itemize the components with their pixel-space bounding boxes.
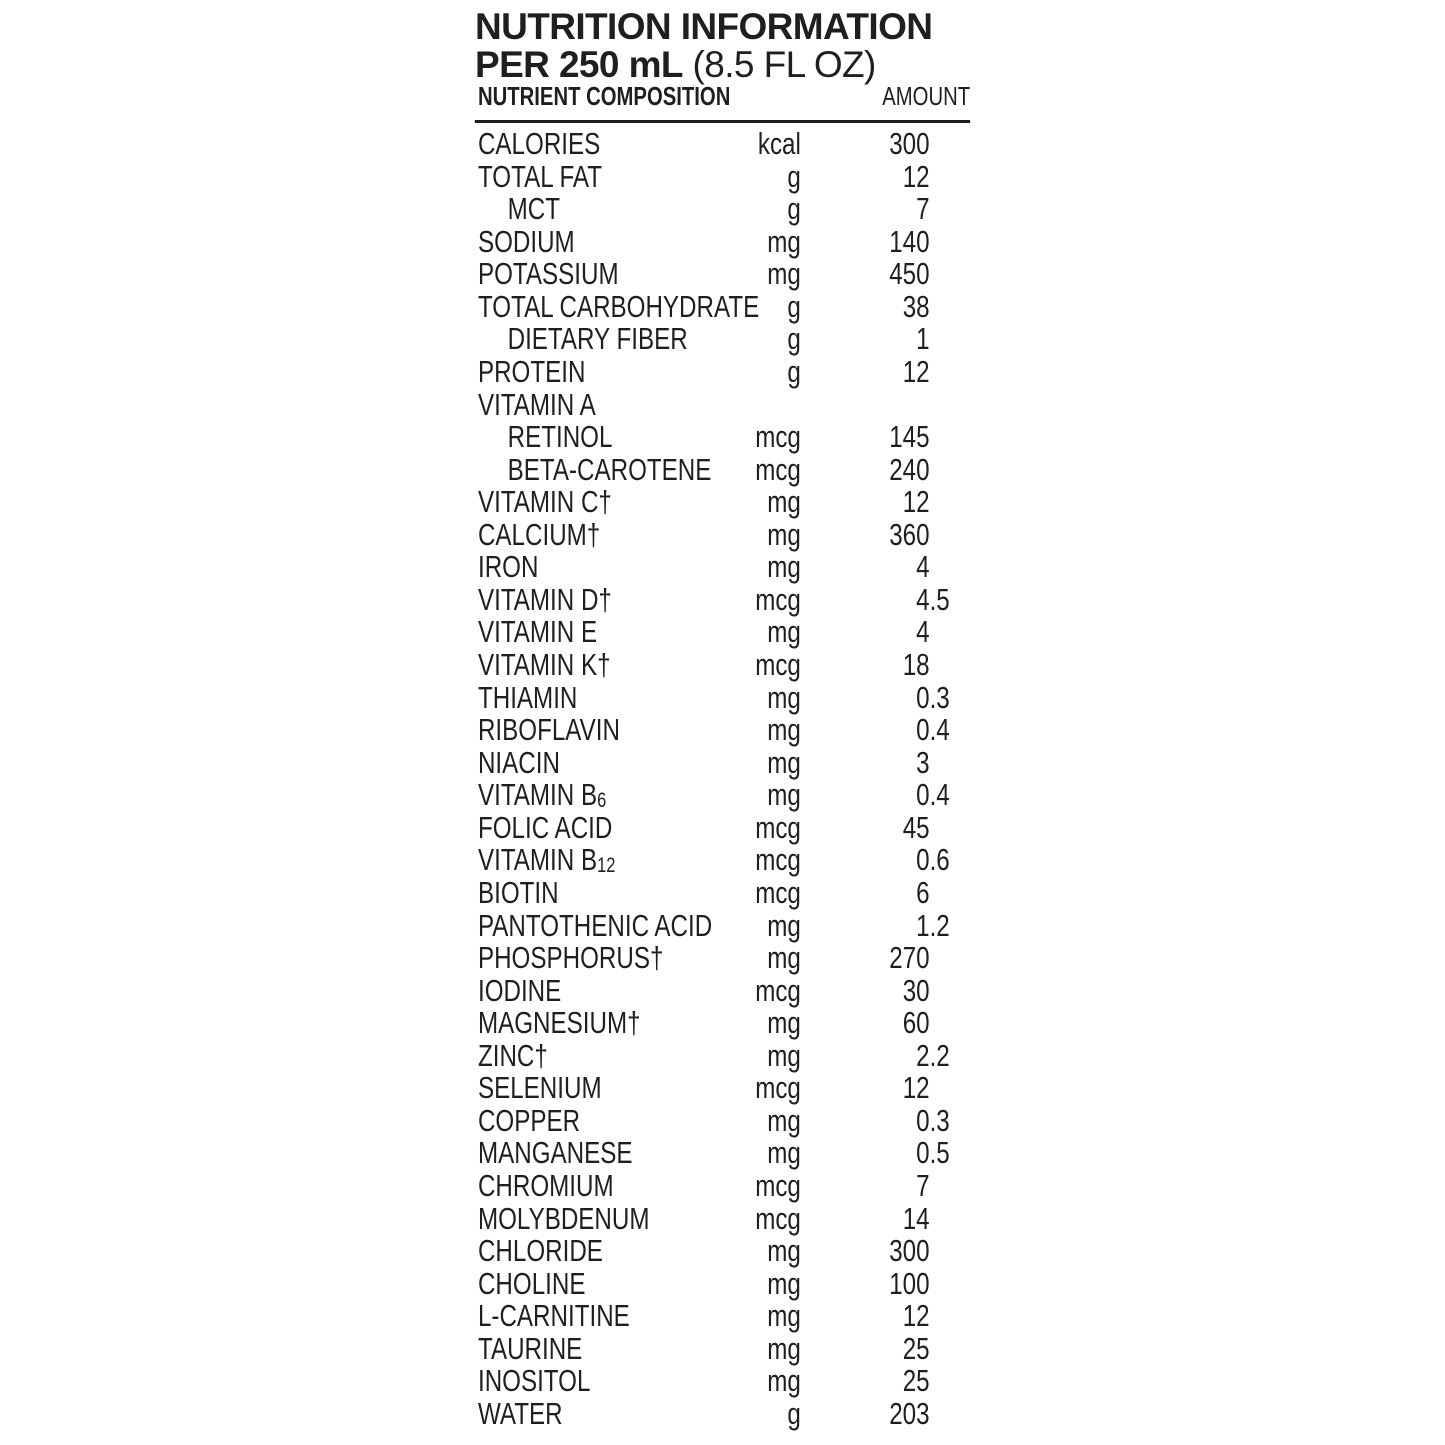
table-row xyxy=(475,323,970,356)
nutrient-unit: mcg xyxy=(755,972,801,1008)
nutrient-name: SELENIUM xyxy=(477,1070,602,1106)
nutrient-amount-decimal xyxy=(930,193,971,226)
table-row xyxy=(475,1170,970,1203)
table-row xyxy=(475,1037,970,1073)
nutrient-amount xyxy=(801,323,970,356)
nutrient-amount-integer: 12 xyxy=(902,1070,930,1106)
nutrient-amount-integer: 0 xyxy=(916,712,930,748)
nutrient-name: NIACIN xyxy=(477,744,560,780)
nutrient-amount-decimal xyxy=(930,1300,971,1333)
nutrient-amount-decimal xyxy=(930,421,971,454)
nutrient-name: WATER xyxy=(477,1395,563,1431)
nutrient-amount xyxy=(801,223,970,259)
nutrient-amount-integer: 6 xyxy=(916,874,930,910)
nutrient-amount xyxy=(801,744,970,780)
nutrient-name: IRON xyxy=(477,549,539,585)
nutrient-unit: mcg xyxy=(755,419,801,455)
nutrient-amount xyxy=(801,288,970,324)
nutrient-amount-integer: 140 xyxy=(889,223,930,259)
nutrient-name: RIBOFLAVIN xyxy=(477,712,620,748)
nutrient-amount-decimal xyxy=(930,1235,971,1268)
nutrient-amount xyxy=(801,551,970,584)
nutrient-amount-decimal: .5 xyxy=(929,1135,950,1171)
nutrient-amount xyxy=(801,353,970,389)
nutrient-amount-integer: 270 xyxy=(889,940,930,976)
serving-size-line xyxy=(475,46,970,83)
nutrient-amount-integer: 300 xyxy=(889,126,930,161)
nutrient-unit: mg xyxy=(767,1298,801,1334)
nutrient-amount-decimal xyxy=(930,551,971,584)
nutrient-name: VITAMIN A xyxy=(477,386,596,422)
nutrient-amount-integer: 25 xyxy=(902,1363,930,1399)
table-row xyxy=(475,258,970,291)
nutrient-name: INOSITOL xyxy=(477,1363,591,1399)
table-row xyxy=(475,679,970,715)
nutrient-amount xyxy=(801,1235,970,1268)
nutrient-name: CALORIES xyxy=(477,126,601,161)
table-row xyxy=(475,972,970,1008)
nutrient-amount-integer: 145 xyxy=(889,419,930,455)
nutrient-name: VITAMIN K† xyxy=(477,647,611,682)
table-row xyxy=(475,1265,970,1301)
nutrient-amount xyxy=(801,1007,970,1040)
table-row xyxy=(475,649,970,682)
nutrient-unit: mg xyxy=(767,1037,801,1073)
nutrient-unit: mg xyxy=(767,484,801,520)
nutrient-amount xyxy=(801,1072,970,1105)
table-row xyxy=(475,714,970,747)
nutrient-name: VITAMIN E xyxy=(477,614,598,650)
table-row xyxy=(475,844,970,877)
nutrient-amount-integer: 0 xyxy=(916,777,930,813)
nutrient-name: TOTAL CARBOHYDRATE xyxy=(477,288,760,324)
nutrient-amount-integer: 25 xyxy=(902,1330,930,1366)
table-row xyxy=(475,486,970,519)
nutrient-amount xyxy=(801,779,970,812)
nutrient-amount-decimal xyxy=(930,1333,971,1366)
nutrient-unit: mg xyxy=(767,614,801,650)
nutrient-name: POTASSIUM xyxy=(477,256,619,292)
nutrient-unit: mg xyxy=(767,1135,801,1171)
nutrient-amount-integer: 450 xyxy=(889,256,930,292)
nutrient-amount xyxy=(801,128,970,161)
nutrient-amount xyxy=(801,451,970,487)
table-body xyxy=(475,128,970,1431)
nutrient-amount xyxy=(801,516,970,552)
nutrient-name: TAURINE xyxy=(477,1330,583,1366)
header-divider-rule xyxy=(475,120,970,123)
nutrient-unit: mg xyxy=(767,549,801,585)
nutrient-name: MOLYBDENUM xyxy=(477,1200,650,1236)
nutrient-name: VITAMIN B6 xyxy=(477,777,607,813)
nutrient-unit: g xyxy=(787,353,801,389)
nutrient-unit: mcg xyxy=(755,451,801,487)
nutrient-amount-decimal xyxy=(930,258,971,291)
nutrient-amount-decimal xyxy=(930,389,971,422)
table-row xyxy=(475,616,970,649)
nutrient-name: RETINOL xyxy=(507,419,613,455)
nutrient-amount-decimal xyxy=(930,454,971,487)
nutrient-amount-decimal xyxy=(930,1365,971,1398)
serving-size-metric: PER 250 mL xyxy=(475,44,683,85)
nutrient-amount xyxy=(801,1365,970,1398)
nutrient-name: BETA-CAROTENE xyxy=(507,451,712,487)
nutrient-amount xyxy=(801,486,970,519)
nutrient-amount-integer: 18 xyxy=(902,647,930,682)
nutrient-amount-integer: 2 xyxy=(916,1037,930,1073)
nutrient-name: VITAMIN D† xyxy=(477,581,612,617)
nutrient-amount-decimal xyxy=(930,291,971,324)
nutrient-name: TOTAL FAT xyxy=(477,158,603,194)
nutrient-amount-decimal xyxy=(930,649,971,682)
nutrient-unit: mcg xyxy=(755,1200,801,1236)
nutrient-amount-decimal: .6 xyxy=(929,842,950,878)
table-row xyxy=(475,942,970,975)
nutrient-amount-decimal xyxy=(930,161,971,194)
table-row xyxy=(475,1235,970,1268)
nutrient-name-subscript: 12 xyxy=(597,853,616,877)
nutrient-amount-decimal xyxy=(930,226,971,259)
nutrient-amount xyxy=(801,1102,970,1138)
table-row xyxy=(475,451,970,487)
nutrient-amount-decimal: .5 xyxy=(929,581,950,617)
nutrient-unit: mcg xyxy=(755,842,801,878)
table-row xyxy=(475,1300,970,1333)
table-row xyxy=(475,516,970,552)
nutrient-name: ZINC† xyxy=(477,1037,548,1073)
nutrient-name: CHROMIUM xyxy=(477,1168,614,1203)
nutrient-amount xyxy=(801,679,970,715)
nutrient-amount xyxy=(801,1265,970,1301)
nutrient-amount xyxy=(801,389,970,422)
nutrient-amount xyxy=(801,1300,970,1333)
nutrient-unit: mg xyxy=(767,1102,801,1138)
nutrient-unit: mcg xyxy=(755,874,801,910)
nutrient-name: PANTOTHENIC ACID xyxy=(477,907,713,943)
nutrient-amount xyxy=(801,942,970,975)
nutrient-unit: g xyxy=(787,1395,801,1431)
nutrient-name: CHLORIDE xyxy=(477,1233,603,1269)
nutrient-amount-decimal xyxy=(930,942,971,975)
table-row xyxy=(475,1395,970,1431)
column-header-nutrient-composition: NUTRIENT COMPOSITION xyxy=(477,81,731,111)
nutrient-unit: mg xyxy=(767,777,801,813)
nutrient-amount-decimal: .2 xyxy=(929,1037,950,1073)
nutrient-amount-integer: 38 xyxy=(902,288,930,324)
nutrient-amount-decimal: .4 xyxy=(929,712,950,748)
nutrient-amount-decimal: .2 xyxy=(929,907,950,943)
nutrient-amount xyxy=(801,649,970,682)
nutrient-unit: mg xyxy=(767,256,801,292)
nutrient-unit: g xyxy=(787,288,801,324)
nutrient-name: FOLIC ACID xyxy=(477,809,613,845)
nutrient-amount-integer: 7 xyxy=(916,1168,930,1203)
nutrient-amount-decimal xyxy=(930,747,971,780)
table-row xyxy=(475,386,970,422)
nutrition-label xyxy=(475,0,970,1431)
table-row xyxy=(475,158,970,194)
nutrient-amount-integer: 0 xyxy=(916,1135,930,1171)
nutrient-amount-decimal xyxy=(930,486,971,519)
table-row xyxy=(475,1137,970,1170)
nutrient-unit: mg xyxy=(767,516,801,552)
nutrient-amount-integer xyxy=(801,389,930,422)
table-row xyxy=(475,581,970,617)
nutrient-unit: mg xyxy=(767,679,801,715)
nutrient-amount xyxy=(801,1037,970,1073)
nutrient-name: MANGANESE xyxy=(477,1135,633,1171)
nutrient-name: L-CARNITINE xyxy=(477,1298,630,1334)
nutrient-amount-decimal: .3 xyxy=(929,1102,950,1138)
table-row xyxy=(475,223,970,259)
nutrient-unit: g xyxy=(787,321,801,357)
nutrient-name: VITAMIN C† xyxy=(477,484,612,520)
nutrient-unit xyxy=(596,389,801,422)
nutrient-name: PROTEIN xyxy=(477,353,586,389)
nutrient-amount xyxy=(801,972,970,1008)
nutrient-amount-integer: 60 xyxy=(902,1005,930,1041)
nutrient-name: COPPER xyxy=(477,1102,581,1138)
nutrient-name: THIAMIN xyxy=(477,679,578,715)
table-row xyxy=(475,1330,970,1366)
table-row xyxy=(475,744,970,780)
column-header-amount: AMOUNT xyxy=(882,81,971,111)
nutrient-amount-decimal xyxy=(930,1170,971,1203)
nutrient-amount-decimal xyxy=(930,616,971,649)
table-row xyxy=(475,128,970,161)
nutrient-name: MCT xyxy=(507,191,560,227)
table-header-row xyxy=(475,81,971,111)
nutrient-unit: mcg xyxy=(755,809,801,845)
nutrient-amount xyxy=(801,193,970,226)
nutrient-unit: mg xyxy=(767,1005,801,1041)
table-row xyxy=(475,1007,970,1040)
nutrient-amount-integer: 30 xyxy=(902,972,930,1008)
nutrient-unit: mg xyxy=(767,1363,801,1399)
nutrient-amount xyxy=(801,616,970,649)
nutrient-amount xyxy=(801,158,970,194)
nutrient-amount-decimal xyxy=(930,812,971,845)
nutrient-amount xyxy=(801,844,970,877)
nutrient-unit: mg xyxy=(767,907,801,943)
nutrient-amount-integer: 4 xyxy=(916,614,930,650)
nutrient-name-subscript: 6 xyxy=(597,788,607,812)
nutrient-amount-integer: 1 xyxy=(916,907,930,943)
nutrient-table xyxy=(475,81,971,1431)
table-row xyxy=(475,1365,970,1398)
table-row xyxy=(475,779,970,812)
nutrient-amount-integer: 12 xyxy=(902,158,930,194)
nutrient-unit: kcal xyxy=(757,126,801,161)
nutrient-unit: mcg xyxy=(755,647,801,682)
nutrient-unit: mcg xyxy=(755,581,801,617)
nutrient-unit: mg xyxy=(767,712,801,748)
nutrient-unit: mg xyxy=(767,1233,801,1269)
nutrient-unit: mcg xyxy=(755,1070,801,1106)
nutrient-amount xyxy=(801,1170,970,1203)
nutrient-name: IODINE xyxy=(477,972,562,1008)
nutrient-amount-decimal: .4 xyxy=(929,777,950,813)
nutrient-amount xyxy=(801,258,970,291)
nutrient-unit: mg xyxy=(767,1330,801,1366)
nutrient-amount xyxy=(801,907,970,943)
nutrient-amount-integer: 45 xyxy=(902,809,930,845)
table-row xyxy=(475,907,970,943)
nutrient-amount-decimal xyxy=(930,1398,971,1431)
table-row xyxy=(475,551,970,584)
table-row xyxy=(475,1102,970,1138)
nutrient-amount-integer: 0 xyxy=(916,842,930,878)
nutrient-amount-integer: 300 xyxy=(889,1233,930,1269)
nutrient-amount-decimal: .3 xyxy=(929,679,950,715)
table-row xyxy=(475,353,970,389)
nutrient-unit: mg xyxy=(767,744,801,780)
nutrient-amount-integer: 12 xyxy=(902,353,930,389)
nutrient-unit: mg xyxy=(767,1265,801,1301)
nutrient-amount-decimal xyxy=(930,1203,971,1236)
nutrient-amount-decimal xyxy=(930,1072,971,1105)
nutrient-amount-integer: 240 xyxy=(889,451,930,487)
nutrient-amount-decimal xyxy=(930,1007,971,1040)
nutrient-amount xyxy=(801,1395,970,1431)
nutrient-amount xyxy=(801,1330,970,1366)
nutrient-amount-integer: 0 xyxy=(916,1102,930,1138)
nutrient-amount xyxy=(801,874,970,910)
nutrient-name: BIOTIN xyxy=(477,874,559,910)
nutrient-amount-integer: 1 xyxy=(916,321,930,357)
nutrient-unit: g xyxy=(787,191,801,227)
nutrient-amount-decimal xyxy=(930,975,971,1008)
nutrient-unit: mg xyxy=(767,940,801,976)
serving-size-imperial: (8.5 FL OZ) xyxy=(682,44,876,85)
nutrient-amount-integer: 12 xyxy=(902,1298,930,1334)
nutrient-amount-integer: 4 xyxy=(916,549,930,585)
nutrient-name: PHOSPHORUS† xyxy=(477,940,664,976)
nutrient-name: VITAMIN B12 xyxy=(477,842,616,878)
table-row xyxy=(475,421,970,454)
nutrient-unit: mg xyxy=(767,223,801,259)
nutrient-amount-decimal xyxy=(930,877,971,910)
nutrient-amount-decimal xyxy=(930,128,971,161)
nutrient-amount-integer: 100 xyxy=(889,1265,930,1301)
nutrient-amount xyxy=(801,1137,970,1170)
nutrient-amount-decimal xyxy=(930,1268,971,1301)
nutrient-name: CHOLINE xyxy=(477,1265,586,1301)
nutrient-name: SODIUM xyxy=(477,223,575,259)
nutrient-unit: mcg xyxy=(755,1168,801,1203)
nutrient-amount-decimal xyxy=(930,519,971,552)
nutrient-amount-integer: 360 xyxy=(889,516,930,552)
nutrient-amount-integer: 203 xyxy=(889,1395,930,1431)
nutrient-amount-decimal xyxy=(930,356,971,389)
page-title: NUTRITION INFORMATION xyxy=(475,6,933,47)
nutrient-amount-integer: 7 xyxy=(916,191,930,227)
nutrient-amount xyxy=(801,581,970,617)
nutrient-amount-integer: 4 xyxy=(916,581,930,617)
table-row xyxy=(475,193,970,226)
nutrient-amount-integer: 0 xyxy=(916,679,930,715)
nutrient-amount xyxy=(801,714,970,747)
nutrient-amount-integer: 3 xyxy=(916,744,930,780)
nutrient-name: MAGNESIUM† xyxy=(477,1005,641,1041)
nutrient-amount xyxy=(801,421,970,454)
table-row xyxy=(475,874,970,910)
nutrient-name: CALCIUM† xyxy=(477,516,601,552)
table-row xyxy=(475,1072,970,1105)
table-row xyxy=(475,809,970,845)
nutrient-amount-decimal xyxy=(930,323,971,356)
table-row xyxy=(475,1200,970,1236)
nutrient-amount xyxy=(801,809,970,845)
nutrient-unit: g xyxy=(787,158,801,194)
table-row xyxy=(475,288,970,324)
nutrient-name: DIETARY FIBER xyxy=(507,321,688,357)
nutrient-amount xyxy=(801,1200,970,1236)
nutrient-amount-integer: 12 xyxy=(902,484,930,520)
nutrient-amount-integer: 14 xyxy=(902,1200,930,1236)
